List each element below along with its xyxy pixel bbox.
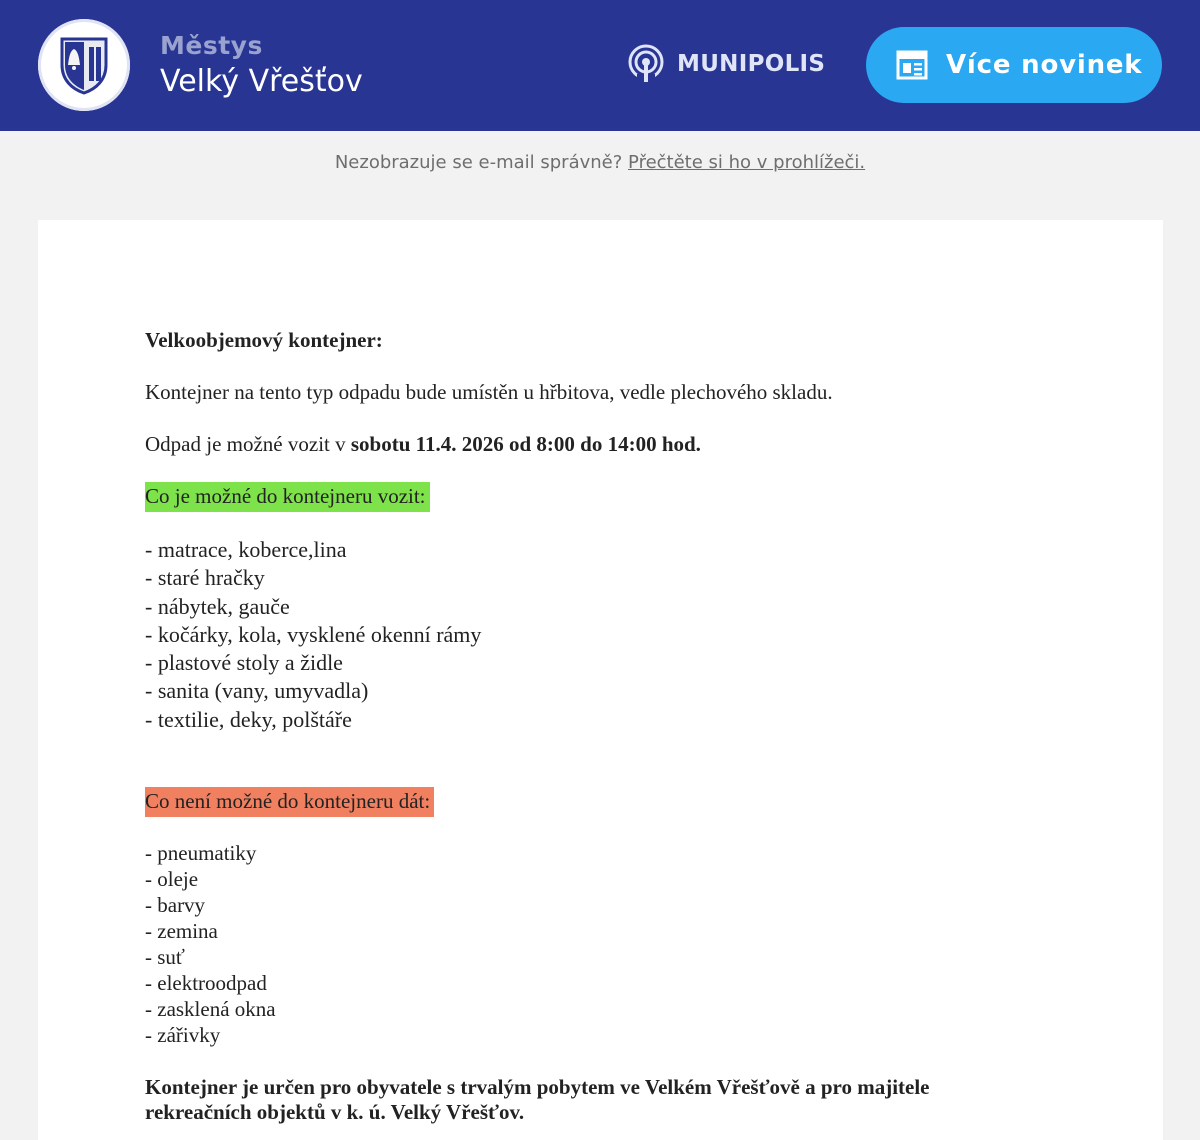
town-name: Velký Vřešťov xyxy=(160,64,363,99)
doc-heading: Velkoobjemový kontejner: xyxy=(145,328,383,352)
schedule-text xyxy=(145,432,701,457)
list-item: - matrace, koberce,lina xyxy=(145,537,347,562)
browser-view-notice xyxy=(0,152,1200,173)
list-item: - pneumatiky xyxy=(145,841,257,865)
list-item: - oleje xyxy=(145,867,199,891)
denied-title: Co není možné do kontejneru dát: xyxy=(145,787,434,817)
more-news-label: Více novinek xyxy=(946,50,1143,80)
munipolis-brand[interactable] xyxy=(627,44,825,84)
schedule-date: sobotu 11.4. 2026 od 8:00 do 14:00 hod. xyxy=(350,432,701,456)
location-text: Kontejner na tento typ odpadu bude umístěn u hřbitova, vedle plechového skladu. xyxy=(145,380,833,404)
list-item: - suť xyxy=(145,945,185,969)
town-type-label: Městys xyxy=(160,31,263,60)
list-item: - sanita (vany, umyvadla) xyxy=(145,678,369,704)
coat-of-arms-icon xyxy=(56,35,112,95)
brand-name: MUNIPOLIS xyxy=(677,51,826,77)
list-item: - staré hračky xyxy=(145,565,265,591)
email-content-card xyxy=(38,220,1163,1140)
notice-text: Nezobrazuje se e-mail správně? xyxy=(334,152,623,173)
view-in-browser-link[interactable]: Přečtěte si ho v prohlížeči. xyxy=(628,152,866,173)
list-item: - nábytek, gauče xyxy=(145,593,290,619)
list-item: - zemina xyxy=(145,919,218,943)
list-item: - barvy xyxy=(145,893,206,917)
note-line: Kontejner je určen pro obyvatele s trvalým pobytem ve Velkém Vřešťově a pro majitele xyxy=(145,1075,930,1099)
list-item: - textilie, deky, polštáře xyxy=(145,706,352,732)
eligibility-note xyxy=(145,1075,930,1125)
allowed-items-list xyxy=(145,536,481,734)
list-item: - zářivky xyxy=(145,1023,221,1047)
schedule-prefix: Odpad je možné vozit v xyxy=(145,432,351,456)
list-item: - elektroodpad xyxy=(145,971,267,995)
note-line: rekreačních objektů v k. ú. Velký Vřešťov. xyxy=(145,1100,525,1124)
list-item: - kočárky, kola, vysklené okenní rámy xyxy=(145,621,482,647)
more-news-button[interactable] xyxy=(866,27,1162,103)
municipality-logo[interactable] xyxy=(38,19,130,111)
newspaper-icon xyxy=(896,50,928,80)
allowed-title: Co je možné do kontejneru vozit: xyxy=(145,482,430,512)
email-header xyxy=(0,0,1200,131)
denied-items-list xyxy=(145,840,276,1048)
list-item: - zasklená okna xyxy=(145,997,276,1021)
broadcast-icon xyxy=(627,44,665,84)
list-item: - plastové stoly a židle xyxy=(145,650,343,676)
